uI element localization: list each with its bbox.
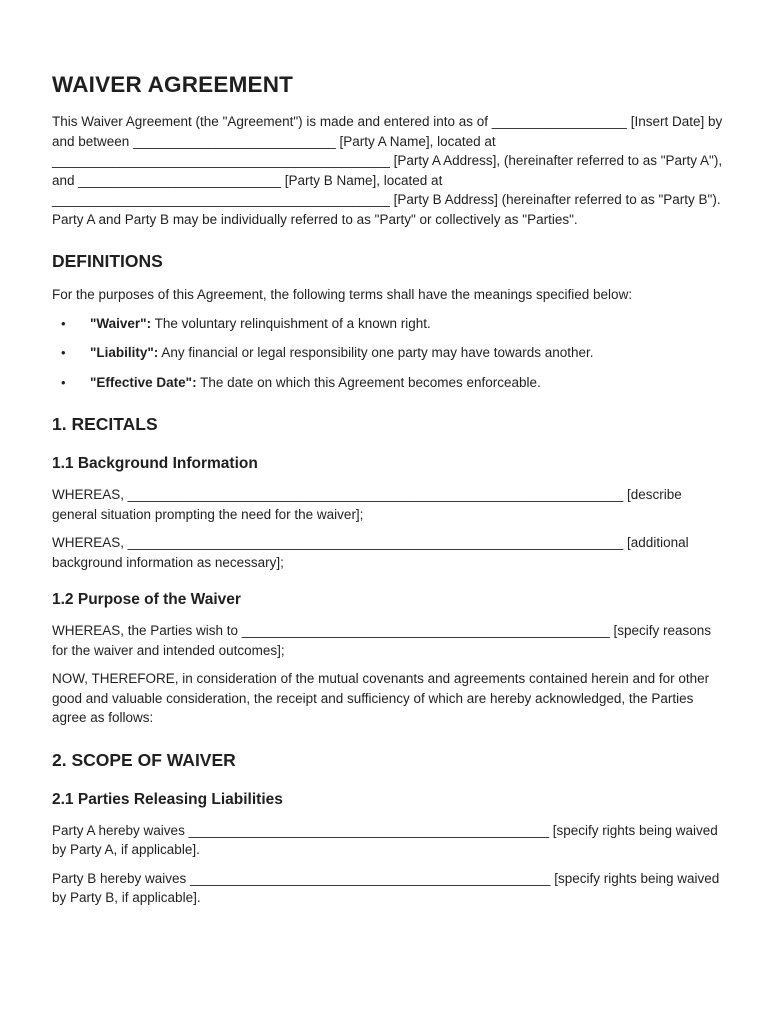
definition-text: The voluntary relinquishment of a known right. <box>151 315 431 331</box>
releasing-paragraph-1: Party A hereby waives ________________________________________________ [specify rights being waived by Party A, if applicable]. <box>52 822 718 857</box>
definitions-heading: DEFINITIONS <box>52 251 163 271</box>
background-paragraph-1: WHEREAS, __________________________________________________________________ [describe general situation prompting the need for the waiver]; <box>52 487 682 522</box>
background-paragraph-2: WHEREAS, __________________________________________________________________ [additional background information as necessary]; <box>52 535 689 570</box>
document-page <box>52 70 727 917</box>
definition-term: "Effective Date": <box>90 374 197 390</box>
releasing-paragraph-2: Party B hereby waives ________________________________________________ [specify rights being waived by Party B, if applicable]. <box>52 870 720 905</box>
definition-item <box>52 314 727 334</box>
background-heading: 1.1 Background Information <box>52 455 258 472</box>
definitions-lead: For the purposes of this Agreement, the following terms shall have the meanings specified below: <box>52 287 633 302</box>
definition-term: "Waiver": <box>90 315 152 331</box>
bullet-icon: • <box>61 315 66 331</box>
definitions-list <box>52 314 727 393</box>
bullet-icon: • <box>61 345 66 360</box>
definition-item <box>52 343 727 363</box>
releasing-heading: 2.1 Parties Releasing Liabilities <box>52 790 283 808</box>
purpose-paragraph-2: NOW, THEREFORE, in consideration of the mutual covenants and agreements contained herein and for other good and valuable consideration, the receipt and sufficiency of which are hereby acknowledged, the Parties agree as follows: <box>52 671 710 725</box>
recitals-heading: 1. RECITALS <box>52 414 158 434</box>
bullet-icon: • <box>61 374 66 390</box>
purpose-heading: 1.2 Purpose of the Waiver <box>52 591 241 608</box>
definition-text: The date on which this Agreement becomes enforceable. <box>196 374 541 390</box>
purpose-paragraph-1: WHEREAS, the Parties wish to _________________________________________________ [specify reasons for the waiver and intended outcomes]; <box>52 623 712 658</box>
definition-item <box>52 373 727 393</box>
intro-paragraph: This Waiver Agreement (the "Agreement") is made and entered into as of __________________ [Insert Date] by and between ___________________________ [Party A Name], located at _____________________________________________ [Party A Address], (hereinafter referred to as "Party A"), and ___________________________ [Party B Name], located at _____________________________________________ [Party B Address] (hereinafter referred to as "Party B"). Party A and Party B may be individually referred to as "Party" or collectively as "Parties". <box>52 114 723 227</box>
definition-text: Any financial or legal responsibility one party may have towards another. <box>158 345 594 360</box>
scope-heading: 2. SCOPE OF WAIVER <box>52 749 236 770</box>
definition-term: "Liability": <box>90 345 159 360</box>
document-title: WAIVER AGREEMENT <box>52 72 294 97</box>
